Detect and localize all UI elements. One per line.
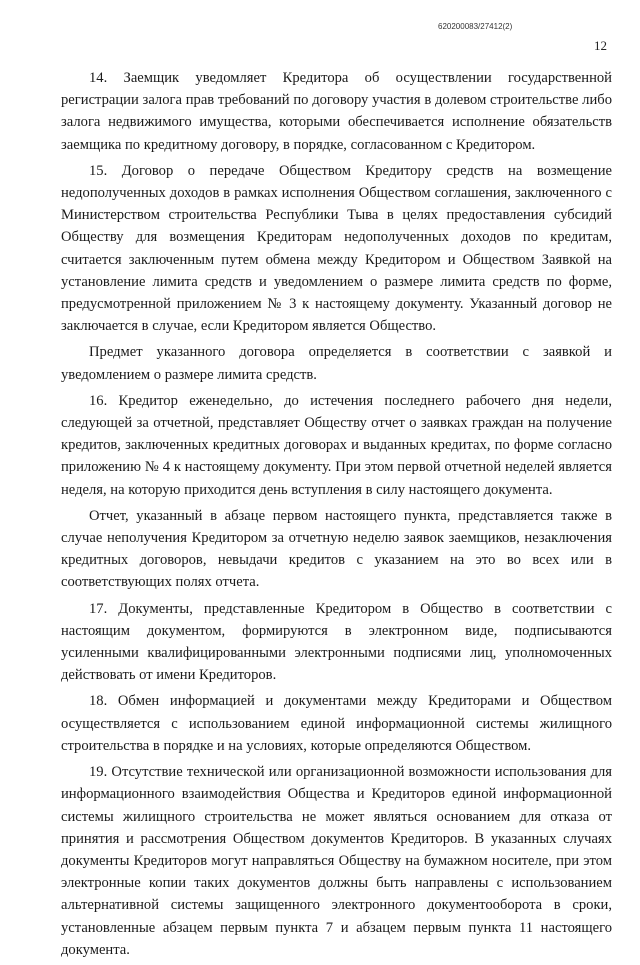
paragraph-16: 16. Кредитор еженедельно, до истечения последнего рабочего дня недели, следующей за отчетной, представляет Обществу отчет о заявках граждан на получение кредитов, заключенных кредитных договорах и выданных кредитах, по форме согласно приложению № 4 к настоящему документу. При этом первой отчетной неделей является неделя, на которую приходится день вступления в силу настоящего документа. <box>61 392 612 498</box>
document-body <box>61 67 612 965</box>
paragraph-15-subject: Предмет указанного договора определяется в соответствии с заявкой и уведомлением о размере лимита средств. <box>61 344 612 383</box>
paragraph-14: 14. Заемщик уведомляет Кредитора об осуществлении государственной регистрации залога прав требований по договору участия в долевом строительстве либо залога недвижимого имущества, которыми обеспечивается исполнение обязательств заемщика по кредитному договору, в порядке, согласованном с Кредитором. <box>61 70 612 153</box>
document-id: 620200083/27412(2) <box>438 22 513 31</box>
paragraph-17: 17. Документы, представленные Кредитором в Общество в соответствии с настоящим документом, формируются в электронном виде, подписываются усиленными квалифицированными электронными подписями лиц, уполномоченных действовать от имени Кредиторов. <box>61 600 612 684</box>
paragraph-18: 18. Обмен информацией и документами между Кредиторами и Обществом осуществляется с использованием единой информационной системы жилищного строительства в порядке и на условиях, которые определяются Обществом. <box>61 693 612 754</box>
paragraph-19: 19. Отсутствие технической или организационной возможности использования для информационного взаимодействия Общества и Кредиторов единой информационной системы жилищного строительства не может являться основанием для отказа от принятия и рассмотрения Обществом документов Кредиторов. В указанных случаях документы Кредиторов могут направляться Обществу на бумажном носителе, при этом электронные копии таких документов должны быть направлены с использованием альтернативной системы защищенного электронного документооборота в сроки, установленные абзацем первым пункта 7 и абзацем первым пункта 11 настоящего документа. <box>61 764 612 958</box>
paragraph-16-report: Отчет, указанный в абзаце первом настоящего пункта, представляется также в случае неполучения Кредитором за отчетную неделю заявок заемщиков, незаключения кредитных договоров, невыдачи кредитов с указанием на это во всех или в соответствующих полях отчета. <box>61 507 612 591</box>
page-number: 12 <box>594 38 607 53</box>
paragraph-15: 15. Договор о передаче Обществом Кредитору средств на возмещение недополученных доходов в рамках исполнения Обществом соглашения, заключенного с Министерством строительства Республики Тыва в целях предоставления субсидий Обществу для возмещения Кредиторам недополученных доходов по кредитам, считается заключенным путем обмена между Кредитором и Обществом Заявкой на установление лимита средств и уведомлением о размере лимита средств по форме, предусмотренной приложением № 3 к настоящему документу. Указанный договор не заключается в случае, если Кредитором является Общество. <box>61 162 612 335</box>
